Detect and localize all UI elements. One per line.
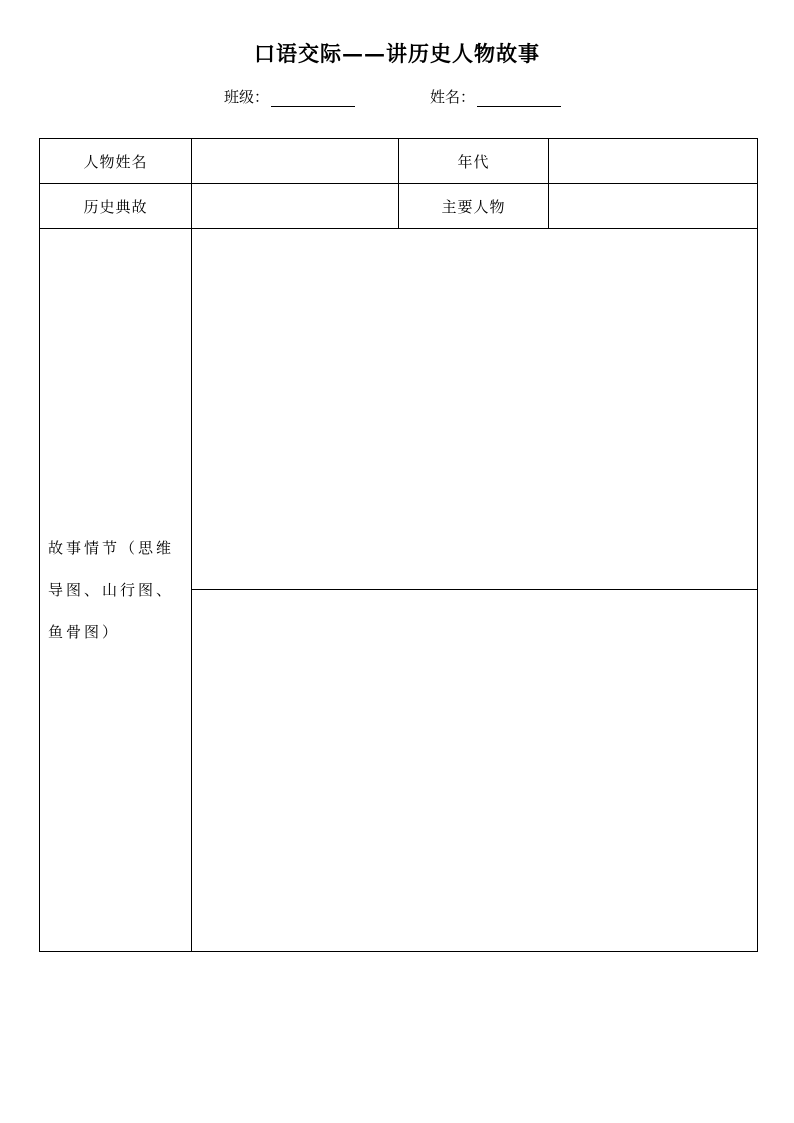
class-label: 班级： — [224, 88, 270, 106]
era-cell[interactable] — [549, 139, 758, 184]
student-name-field — [430, 86, 561, 107]
figure-name-label: 人物姓名 — [40, 139, 192, 184]
class-field — [224, 86, 355, 107]
figure-name-cell[interactable] — [192, 139, 399, 184]
era-label: 年代 — [399, 139, 549, 184]
main-characters-cell[interactable] — [549, 184, 758, 229]
table-row — [40, 139, 758, 184]
table-row — [40, 229, 758, 590]
historical-allusion-cell[interactable] — [192, 184, 399, 229]
document-title: 口语交际——讲历史人物故事 — [254, 41, 540, 66]
story-plot-upper-area[interactable] — [192, 229, 758, 590]
student-name-blank-line[interactable] — [477, 90, 561, 107]
student-name-label: 姓名： — [430, 88, 476, 106]
story-worksheet-table — [39, 138, 758, 952]
class-blank-line[interactable] — [271, 90, 355, 107]
table-row — [40, 184, 758, 229]
story-plot-label: 故事情节（思维导图、山行图、鱼骨图） — [40, 229, 192, 952]
story-plot-lower-area[interactable] — [192, 590, 758, 952]
historical-allusion-label: 历史典故 — [40, 184, 192, 229]
main-characters-label: 主要人物 — [399, 184, 549, 229]
